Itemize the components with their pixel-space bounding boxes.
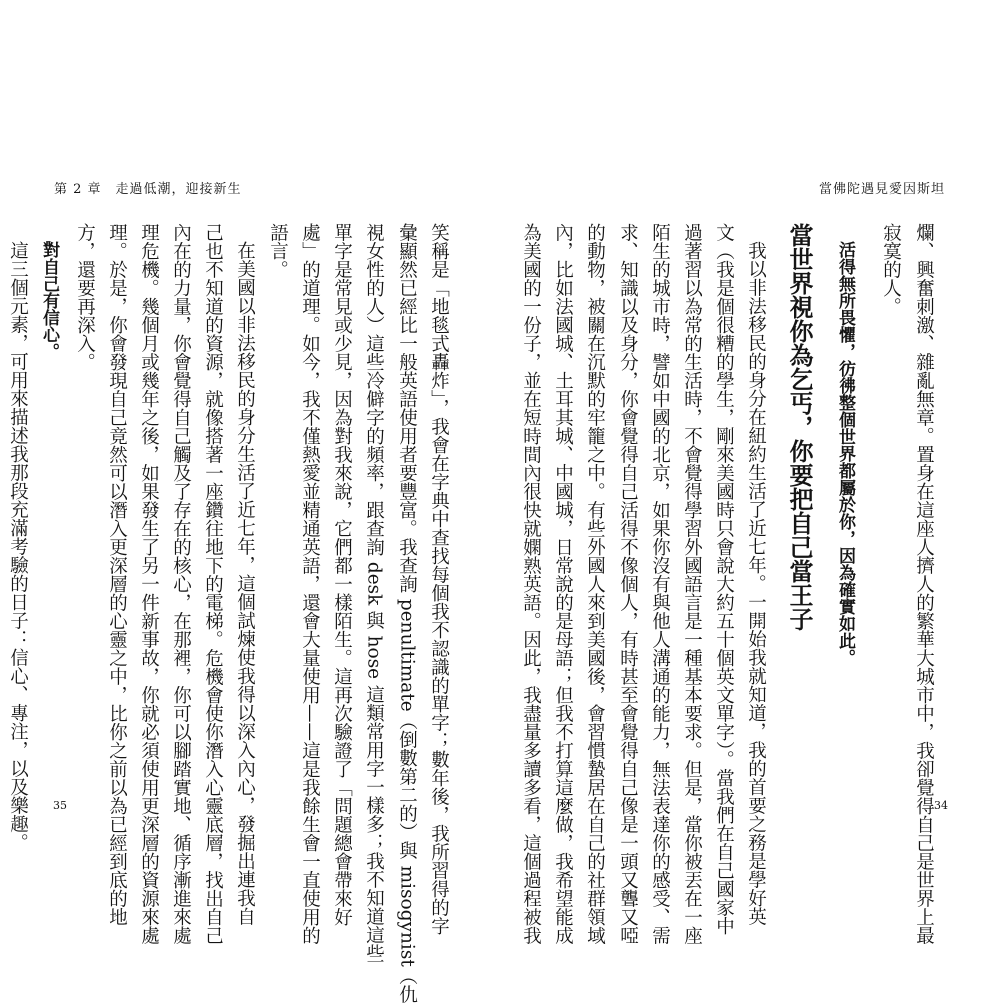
- text-column: 理。於是，你會發現自己竟然可以潛入更深層的心靈之中，比你之前以為已經到底的地: [106, 223, 128, 926]
- text-column: 我以非法移民的身分在紐約生活了近七年。一開始我就知道，我的首要之務是學好英: [745, 241, 767, 926]
- emphasis-line: 活得無所畏懼，彷彿整個世界都屬於你，因為確實如此。: [835, 241, 855, 666]
- text-column: 這三個元素，可用來描述我那段充滿考驗的日子：信心、專注，以及樂趣。: [7, 241, 29, 852]
- book-title-header: 當佛陀遇見愛因斯坦: [818, 182, 945, 197]
- text-column: 在美國以非法移民的身分生活了近七年，這個試煉使我得以深入內心，發掘出連我自: [234, 241, 256, 926]
- text-column: 理危機。幾個月或幾年之後，如果發生了另一件新事故，你就必須使用更深層的資源來處: [138, 223, 160, 945]
- text-column: 爛、興奮刺激、雜亂無章。置身在這座人擠人的繁華大城市中，我卻覺得自己是世界上最: [913, 223, 935, 945]
- text-column: 彙顯然已經比一般英語使用者要豐富。我查詢 penultimate（倒數第二的）與 misogynist（仇: [396, 223, 418, 1004]
- text-column: 單字是常見或少見，因為對我來說，它們都一樣陌生。這再次驗證了「問題總會帶來好: [331, 223, 353, 926]
- chapter-header: 第 2 章 走過低潮，迎接新生: [54, 182, 242, 197]
- text-column: 內在的力量，你會覺得自己觸及了存在的核心，在那裡，你可以腳踏實地、循序漸進來處: [170, 223, 192, 945]
- text-column: 陌生的城市時，譬如中國的北京，如果你沒有與他人溝通的能力，無法表達你的感受、需: [649, 223, 671, 945]
- text-column: 過著習以為常的生活時，不會覺得學習外國語言是一種基本要求。但是，當你被丟在一座: [681, 223, 703, 945]
- text-column: 的動物，被關在沉默的牢籠之中。有些外國人來到美國後，會習慣蟄居在自己的社群領域: [584, 223, 606, 945]
- section-heading: 當世界視你為乞丐，你要把自己當王子: [785, 223, 813, 631]
- text-column: 己也不知道的資源，就像搭著一座鑽往地下的電梯。危機會使你潛入心靈底層，找出自己: [202, 223, 224, 945]
- emphasis-line: 對自己有信心。: [39, 241, 59, 360]
- text-column: 內，比如法國城、土耳其城、中國城，日常說的是母語；但我不打算這麼做，我希望能成: [552, 223, 574, 945]
- text-column: 處」的道理。如今，我不僅熱愛並精通英語，還會大量使用——這是我餘生會一直使用的: [299, 223, 321, 945]
- text-column: 寂寞的人。: [880, 223, 902, 316]
- text-column: 文（我是個很糟的學生，剛來美國時只會說大約五十個英文單字）。當我們在自己國家中: [713, 223, 735, 936]
- text-column: 求、知識以及身分，你會覺得自己活得不像個人，有時甚至會覺得自己像是一頭又聾又啞: [617, 223, 639, 945]
- page-number-right: 34: [934, 799, 948, 812]
- text-column: 方，還要再深入。: [74, 223, 96, 371]
- text-column: 語言。: [267, 223, 289, 279]
- page-number-left: 35: [53, 799, 67, 812]
- text-column: 笑稱是「地毯式轟炸」，我會在字典中查找每個我不認識的單字；數年後，我所習得的字: [428, 223, 450, 936]
- text-column: 視女性的人）這些冷僻字的頻率，跟查詢 desk 與 hose 這類常用字一樣多；我不知道這些: [363, 223, 385, 963]
- text-column: 為美國的一份子，並在短時間內很快就嫻熟英語。因此，我盡量多讀多看，這個過程被我: [520, 223, 542, 945]
